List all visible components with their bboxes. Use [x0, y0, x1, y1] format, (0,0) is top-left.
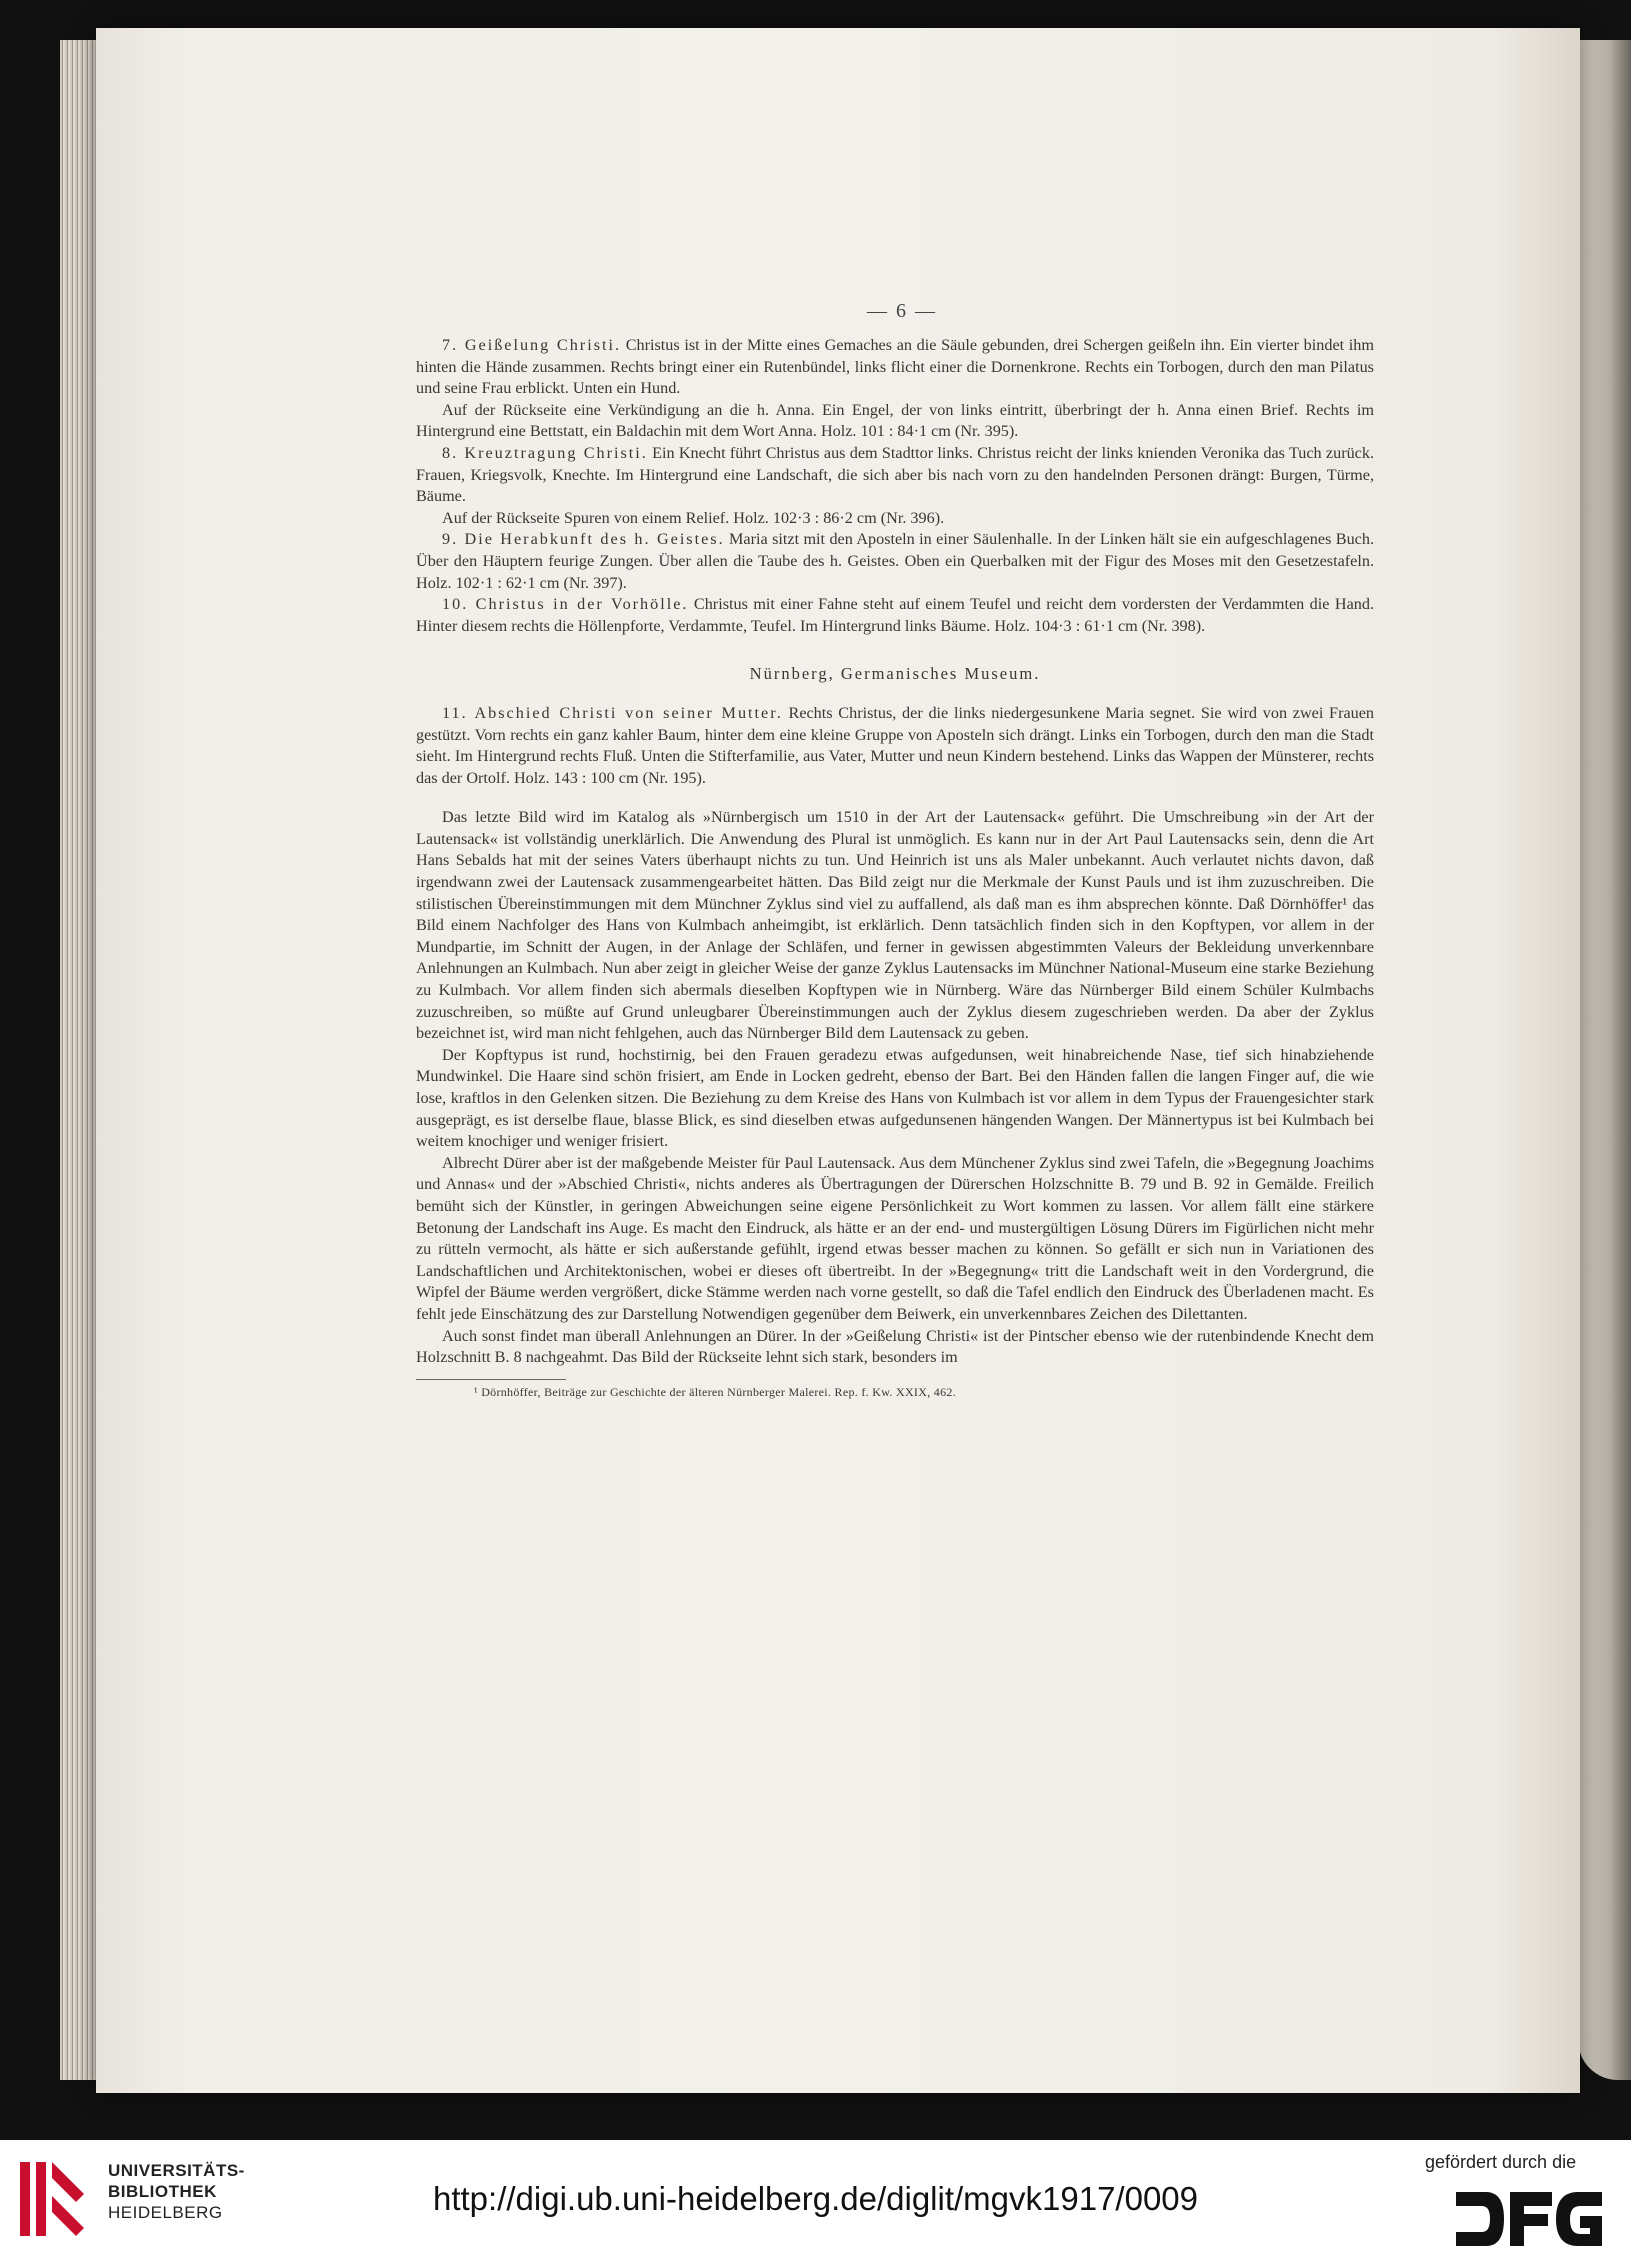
page-text: [416, 335, 1374, 1400]
paragraph: 8. Kreuztragung Christi. Ein Knecht führt Christus aus dem Stadttor links. Christus reicht der links knienden Veronika das Tuch zurück. Frauen, Kriegsvolk, Knechte. Im Hintergrund eine Landschaft, die sich aber bis nach vorn zu den handelnden Personen drängt: Burgen, Türme, Bäume.: [416, 443, 1374, 506]
footer-bar: [0, 2140, 1631, 2263]
paragraph: 7. Geißelung Christi. Christus ist in der Mitte eines Gemaches an die Säule gebunden, drei Schergen geißeln ihn. Ein vierter bindet ihm hinten die Hände zusammen. Rechts bringt einer ein Rutenbündel, links flicht einer die Dornenkrone. Rechts ein Torbogen, durch den man Pilatus und seine Frau erblickt. Unten ein Hund.: [416, 336, 1374, 398]
paragraph: Auf der Rückseite eine Verkündigung an die h. Anna. Ein Engel, der von links eintritt, überbringt der h. Anna einen Brief. Rechts im Hintergrund eine Bettstatt, ein Baldachin mit dem Wort Anna. Holz. 101 : 84·1 cm (Nr. 395).: [416, 400, 1374, 441]
entry-heading: 11. Abschied Christi von seiner Mutter.: [442, 703, 783, 722]
page-number: — 6 —: [867, 300, 937, 322]
footnote: ¹ Dörnhöffer, Beiträge zur Geschichte der älteren Nürnberger Malerei. Rep. f. Kw. XXIX, 462.: [474, 1384, 956, 1399]
entry-heading: 10. Christus in der Vorhölle.: [442, 595, 689, 614]
paragraph: 9. Die Herabkunft des h. Geistes. Maria sitzt mit den Aposteln in einer Säulenhalle. In der Linken hält sie ein aufgeschlagenes Buch. Über den Häuptern feurige Zungen. Über allen die Taube des h. Geistes. Oben ein Querbalken mit der Figur des Moses mit den Gesetzestafeln. Holz. 102·1 : 62·1 cm (Nr. 397).: [416, 530, 1374, 592]
paragraph: 11. Abschied Christi von seiner Mutter. Rechts Christus, der die links niedergesunkene Maria segnet. Sie wird von zwei Frauen gestützt. Vorn rechts ein ganz kahler Baum, hinter dem eine kleine Gruppe von Aposteln sich drängt. Links ein Torbogen, durch den man die Stadt sieht. Im Hintergrund rechts Fluß. Unten die Stifterfamilie, aus Vater, Mutter und neun Kindern bestehend. Links das Wappen der Münsterer, rechts das der Ortolf. Holz. 143 : 100 cm (Nr. 195).: [416, 703, 1375, 787]
entry-heading: 7. Geißelung Christi.: [442, 336, 622, 354]
dfg-logo-icon: [1452, 2188, 1607, 2250]
permalink-url[interactable]: http://digi.ub.uni-heidelberg.de/diglit/mgvk1917/0009: [432, 2180, 1199, 2217]
entry-heading: 9. Die Herabkunft des h. Geistes.: [442, 530, 725, 549]
paragraph: 10. Christus in der Vorhölle. Christus mit einer Fahne steht auf einem Teufel und reicht dem vordersten der Verdammten die Hand. Hinter diesem rechts die Höllenpforte, Verdammte, Teufel. Im Hintergrund links Bäume. Holz. 104·3 : 61·1 cm (Nr. 398).: [416, 595, 1374, 635]
paragraph: Albrecht Dürer aber ist der maßgebende Meister für Paul Lautensack. Aus dem Münchener Zyklus sind zwei Tafeln, die »Begegnung Joachims und Annas« und der »Abschied Christi«, nichts anderes als Übertragungen der Dürerschen Holzschnitte B. 79 und B. 92 in Gemälde. Freilich bemüht sich der Künstler, in geringen Abweichungen seine eigene Persönlichkeit zu Wort kommen zu lassen. Vor allem fällt eine stärkere Betonung der Landschaft ins Auge. Es macht den Eindruck, als hätte er an der end- und mustergültigen Lösung Dürers im Figürlichen nicht mehr zu rütteln vermocht, als hätte er sich außerstande gefühlt, irgend etwas besser machen zu können. So gefällt er sich nun in Variationen des Landschaftlichen und Architektonischen, wobei er dieses oft übertreibt. In der »Begegnung« tritt die Landschaft weit in den Vordergrund, die Wipfel der Bäume werden vergrößert, dicke Stämme werden nach vorne gestellt, so daß die Tafel endlich den Eindruck des Überladenen macht. Es fehlt jede Einschätzung des zur Darstellung Notwendigen gegenüber dem Beiwerk, ein unverkennbares Zeichen des Dilettanten.: [416, 1153, 1374, 1323]
book-right-edge: [1578, 40, 1631, 2080]
funding-label: gefördert durch die: [1425, 2152, 1577, 2172]
footnote-rule: [416, 1379, 566, 1380]
paragraph: Der Kopftypus ist rund, hochstirnig, bei den Frauen geradezu etwas aufgedunsen, weit hinabreichende Nase, tief sich hinabziehende Mundwinkel. Die Haare sind schön frisiert, am Ende in Locken gedreht, ebenso der Bart. Bei den Händen fallen die langen Finger auf, die wie lose, kraftlos in den Gelenken sitzen. Die Beziehung zu dem Kreise des Hans von Kulmbach ist vor allem in dem Typus der Frauengesichter stark ausgeprägt, es ist derselbe flaue, blasse Blick, es sind dieselben etwas aufgedunsenen hängenden Wangen. Der Männertypus ist bei Kulmbach bei weitem knochiger und weniger frisiert.: [416, 1045, 1374, 1151]
library-name: UNIVERSITÄTS- BIBLIOTHEK HEIDELBERG: [108, 2161, 245, 2222]
paragraph: Das letzte Bild wird im Katalog als »Nürnbergisch um 1510 in der Art der Lautensack« geführt. Die Umschreibung »in der Art der Lautensack« ist vollständig unerklärlich. Die Anwendung des Plural ist unmöglich. Es kann nur in der Art Paul Lautensacks sein, denn die Art Hans Sebalds hat mit der seines Vaters überhaupt nichts zu tun. Und Heinrich ist uns als Maler unbekannt. Auch verlautet nichts davon, daß irgendwann zwei der Lautensack zusammengearbeitet hätten. Das Bild zeigt nur die Merkmale der Kunst Pauls und ist ihm zuzuschreiben. Die stilistischen Übereinstimmungen mit dem Münchner Zyklus sind viel zu auffallend, als daß man es ihm absprechen könnte. Daß Dörnhöffer¹ das Bild einem Nachfolger des Hans von Kulmbach anheimgibt, ist erklärlich. Denn tatsächlich finden sich in den Kopftypen, vor allem in der Mundpartie, im Schnitt der Augen, in der Anlage der Schläfen, und ferner in gewissen abgestimmten Valeurs der Bekleidung unverkennbare Anlehnungen an Kulmbach. Nun aber zeigt in gleicher Weise der ganze Zyklus Lautensacks im Münchner National-Museum eine starke Beziehung zu Kulmbach. Vor allem finden sich abermals dieselben Kopftypen wie in Nürnberg. Wäre das Nürnberger Bild einem Schüler Kulmbachs zuzuschreiben, so müßte auf Grund unleugbarer Übereinstimmungen auch der Zyklus diesem zugeschrieben werden. Da aber der Zyklus bezeichnet ist, wird man nicht fehlgehen, auch das Nürnberger Bild dem Lautensack zu geben.: [416, 808, 1374, 1043]
section-title: Nürnberg, Germanisches Museum.: [749, 664, 1041, 684]
paragraph: Auf der Rückseite Spuren von einem Relief. Holz. 102·3 : 86·2 cm (Nr. 396).: [442, 508, 945, 527]
entry-heading: 8. Kreuztragung Christi.: [442, 443, 648, 462]
book-page-edges: [60, 40, 100, 2080]
paragraph: Auch sonst findet man überall Anlehnungen an Dürer. In der »Geißelung Christi« ist der Pintscher ebenso wie der rutenbindende Knecht dem Holzschnitt B. 8 nachgeahmt. Das Bild der Rückseite lehnt sich stark, besonders im: [416, 1326, 1374, 1367]
